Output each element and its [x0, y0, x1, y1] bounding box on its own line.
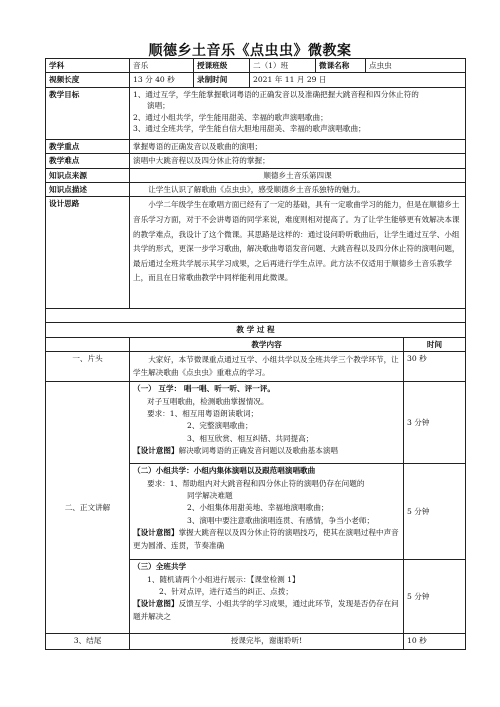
- step-end-label: 3、结尾: [46, 634, 130, 650]
- key-label: 教学重点: [46, 139, 130, 153]
- step-end-row: [46, 634, 466, 650]
- part2-req-1b: 同学解决难题: [187, 491, 233, 501]
- step-intro-time: 30 秒: [404, 352, 466, 382]
- difficult-row: [46, 154, 466, 168]
- step-intro-label: 一、片头: [46, 352, 130, 382]
- difficult-label: 教学难点: [46, 154, 130, 168]
- key-value: 掌握粤语的正确发音以及歌曲的演唱；: [130, 139, 466, 153]
- part3-heading: （三）全班共学: [133, 562, 187, 572]
- process-header-row: [46, 337, 466, 351]
- part1-req: 要求：1、相互用粤语朗读歌词；: [147, 409, 259, 419]
- part3-note: [133, 598, 400, 623]
- part2-req-1: 要求：1、帮助组内对大跳音程和四分休止符的演唱仍存在问题的: [147, 478, 365, 488]
- step-end-time: 10 秒: [404, 634, 466, 650]
- part1-time: 3 分钟: [404, 382, 466, 464]
- key-row: [46, 139, 466, 153]
- time-label: 录制时间: [194, 73, 250, 87]
- goal-item: 3、通过全班共学，学生能自信大胆地用甜美、幸福的歌声演唱歌曲；: [133, 124, 366, 134]
- goals-label: 教学目标: [46, 87, 130, 139]
- goals-content: [130, 87, 466, 139]
- difficult-value: 演唱中大跳音程以及四分休止符的掌握；: [130, 154, 466, 168]
- goal-item: 演唱；: [147, 101, 170, 111]
- part2-note-text: 掌握大跳音程以及四分休止符的演唱技巧，使其在演唱过程中声音更为圆滑、连贯，节奏准确: [133, 528, 399, 550]
- part1-note-text: 解决歌词粤语的正确发音问题以及歌曲基本演唱: [178, 446, 339, 456]
- desc-value: 让学生认识了解歌曲《点虫虫》，感受顺德乡土音乐独特的魅力。: [130, 183, 466, 197]
- part2-heading: （二）小组共学：小组内集体演唱以及跟范唱演唱歌曲: [133, 466, 316, 476]
- part3-content: [130, 560, 404, 634]
- info-row-2: [46, 73, 466, 87]
- part2-time: 5 分钟: [404, 464, 466, 560]
- process-blank-header: [46, 337, 130, 351]
- part2-req-2: 2、小组集体用甜美地、幸福地演唱歌曲；: [187, 503, 329, 513]
- topic-label: 微课名称: [316, 59, 366, 73]
- topic-value: 点虫虫: [366, 59, 466, 73]
- part3-req-1: 1、随机请两个小组进行展示：【课堂检测 1】: [147, 574, 300, 584]
- part1-heading: （一） 互学： 唱一唱、听一听、评一评。: [133, 384, 275, 394]
- design-label: 设计思路: [46, 197, 130, 309]
- goal-item: 1、通过互学，学生能掌握歌词粤语的正确发音以及准确把握大跳音程和四分休止符的: [133, 89, 419, 99]
- part1-note: [133, 445, 400, 457]
- process-heading: 教 学 过 程: [46, 323, 466, 337]
- subject-label: 学科: [46, 59, 130, 73]
- part2-content: [130, 464, 404, 560]
- design-row: [46, 197, 466, 309]
- time-value: 2021 年 11 月 29 日: [250, 73, 466, 87]
- subject-value: 音乐: [130, 59, 194, 73]
- step-intro-row: [46, 352, 466, 382]
- step-main-part1-row: [46, 382, 466, 464]
- info-row-1: [46, 59, 466, 73]
- design-value: 小学二年级学生在歌唱方面已经有了一定的基础，具有一定歌曲学习的能力，但是在顺德乡土音乐学习方面，对于不会讲粤语的同学来说，难度则相对提高了。为了让学生能够更有效解决本课的教学难点，我设计了这个微课。其思路是这样的：通过设问聆听歌曲后，让学生通过互学、小组共学的形式，更深一步学习歌曲，解决歌曲粤语发音问题、大跳音程以及四分休止符的演唱问题，最后通过全班共学展示其学习成果，之后再进行学生点评。此方法不仅适用于顺德乡土音乐教学上，而且在日常歌曲教学中同样能利用此微课。: [130, 197, 466, 309]
- lesson-plan-table: [45, 58, 466, 650]
- page-title: 顺德乡土音乐《点虫虫》微教案: [148, 43, 352, 59]
- goals-row: [46, 87, 466, 139]
- source-label: 知识点来源: [46, 168, 130, 182]
- part3-req-2: 2、针对点评，进行适当的纠正、点拨；: [159, 587, 293, 597]
- class-label: 授课班级: [194, 59, 250, 73]
- source-value: 顺德乡土音乐第四课: [130, 168, 466, 182]
- step-end-text: 授课完毕，谢谢聆听!: [130, 634, 404, 650]
- step-main-label: 二、正文讲解: [46, 382, 130, 634]
- step-intro-text: 大家好，本节微课重点通过互学、小组共学以及全班共学三个教学环节，让学生解决歌曲《点虫虫》重难点的学习。: [130, 352, 404, 382]
- goal-item: 2、通过小组共学，学生能用甜美、幸福的歌声演唱歌曲；: [133, 112, 328, 122]
- col-content-header: 教学内容: [130, 337, 404, 351]
- part1-req-3: 3、相互欣赏、相互纠错、共同提高；: [187, 433, 314, 443]
- part1-note-label: 【设计意图】: [133, 446, 179, 456]
- part3-note-text: 反馈互学、小组共学的学习成果，通过此环节，发现是否仍存在问题并解决之: [133, 599, 399, 621]
- process-heading-row: [46, 323, 466, 337]
- col-time-header: 时间: [404, 337, 466, 351]
- part1-req-2: 2、完整演唱歌曲；: [187, 421, 253, 431]
- part1-intro: 对子互唱歌曲，检测歌曲掌握情况。: [147, 396, 269, 406]
- part3-time: 5 分钟: [404, 560, 466, 634]
- length-label: 视频长度: [46, 73, 130, 87]
- length-value: 13 分 40 秒: [130, 73, 194, 87]
- part1-content: [130, 382, 404, 464]
- part3-note-label: 【设计意图】: [133, 599, 179, 609]
- part2-note: [133, 527, 400, 552]
- class-value: 二（1）班: [250, 59, 316, 73]
- spacer-row: [46, 309, 466, 323]
- desc-row: [46, 183, 466, 197]
- desc-label: 知识点描述: [46, 183, 130, 197]
- part2-req-3: 3、演唱中要注意歌曲演唱连贯、有感情，争当小老师；: [187, 515, 375, 525]
- source-row: [46, 168, 466, 182]
- part2-note-label: 【设计意图】: [133, 528, 179, 538]
- spacer-cell: [46, 309, 466, 323]
